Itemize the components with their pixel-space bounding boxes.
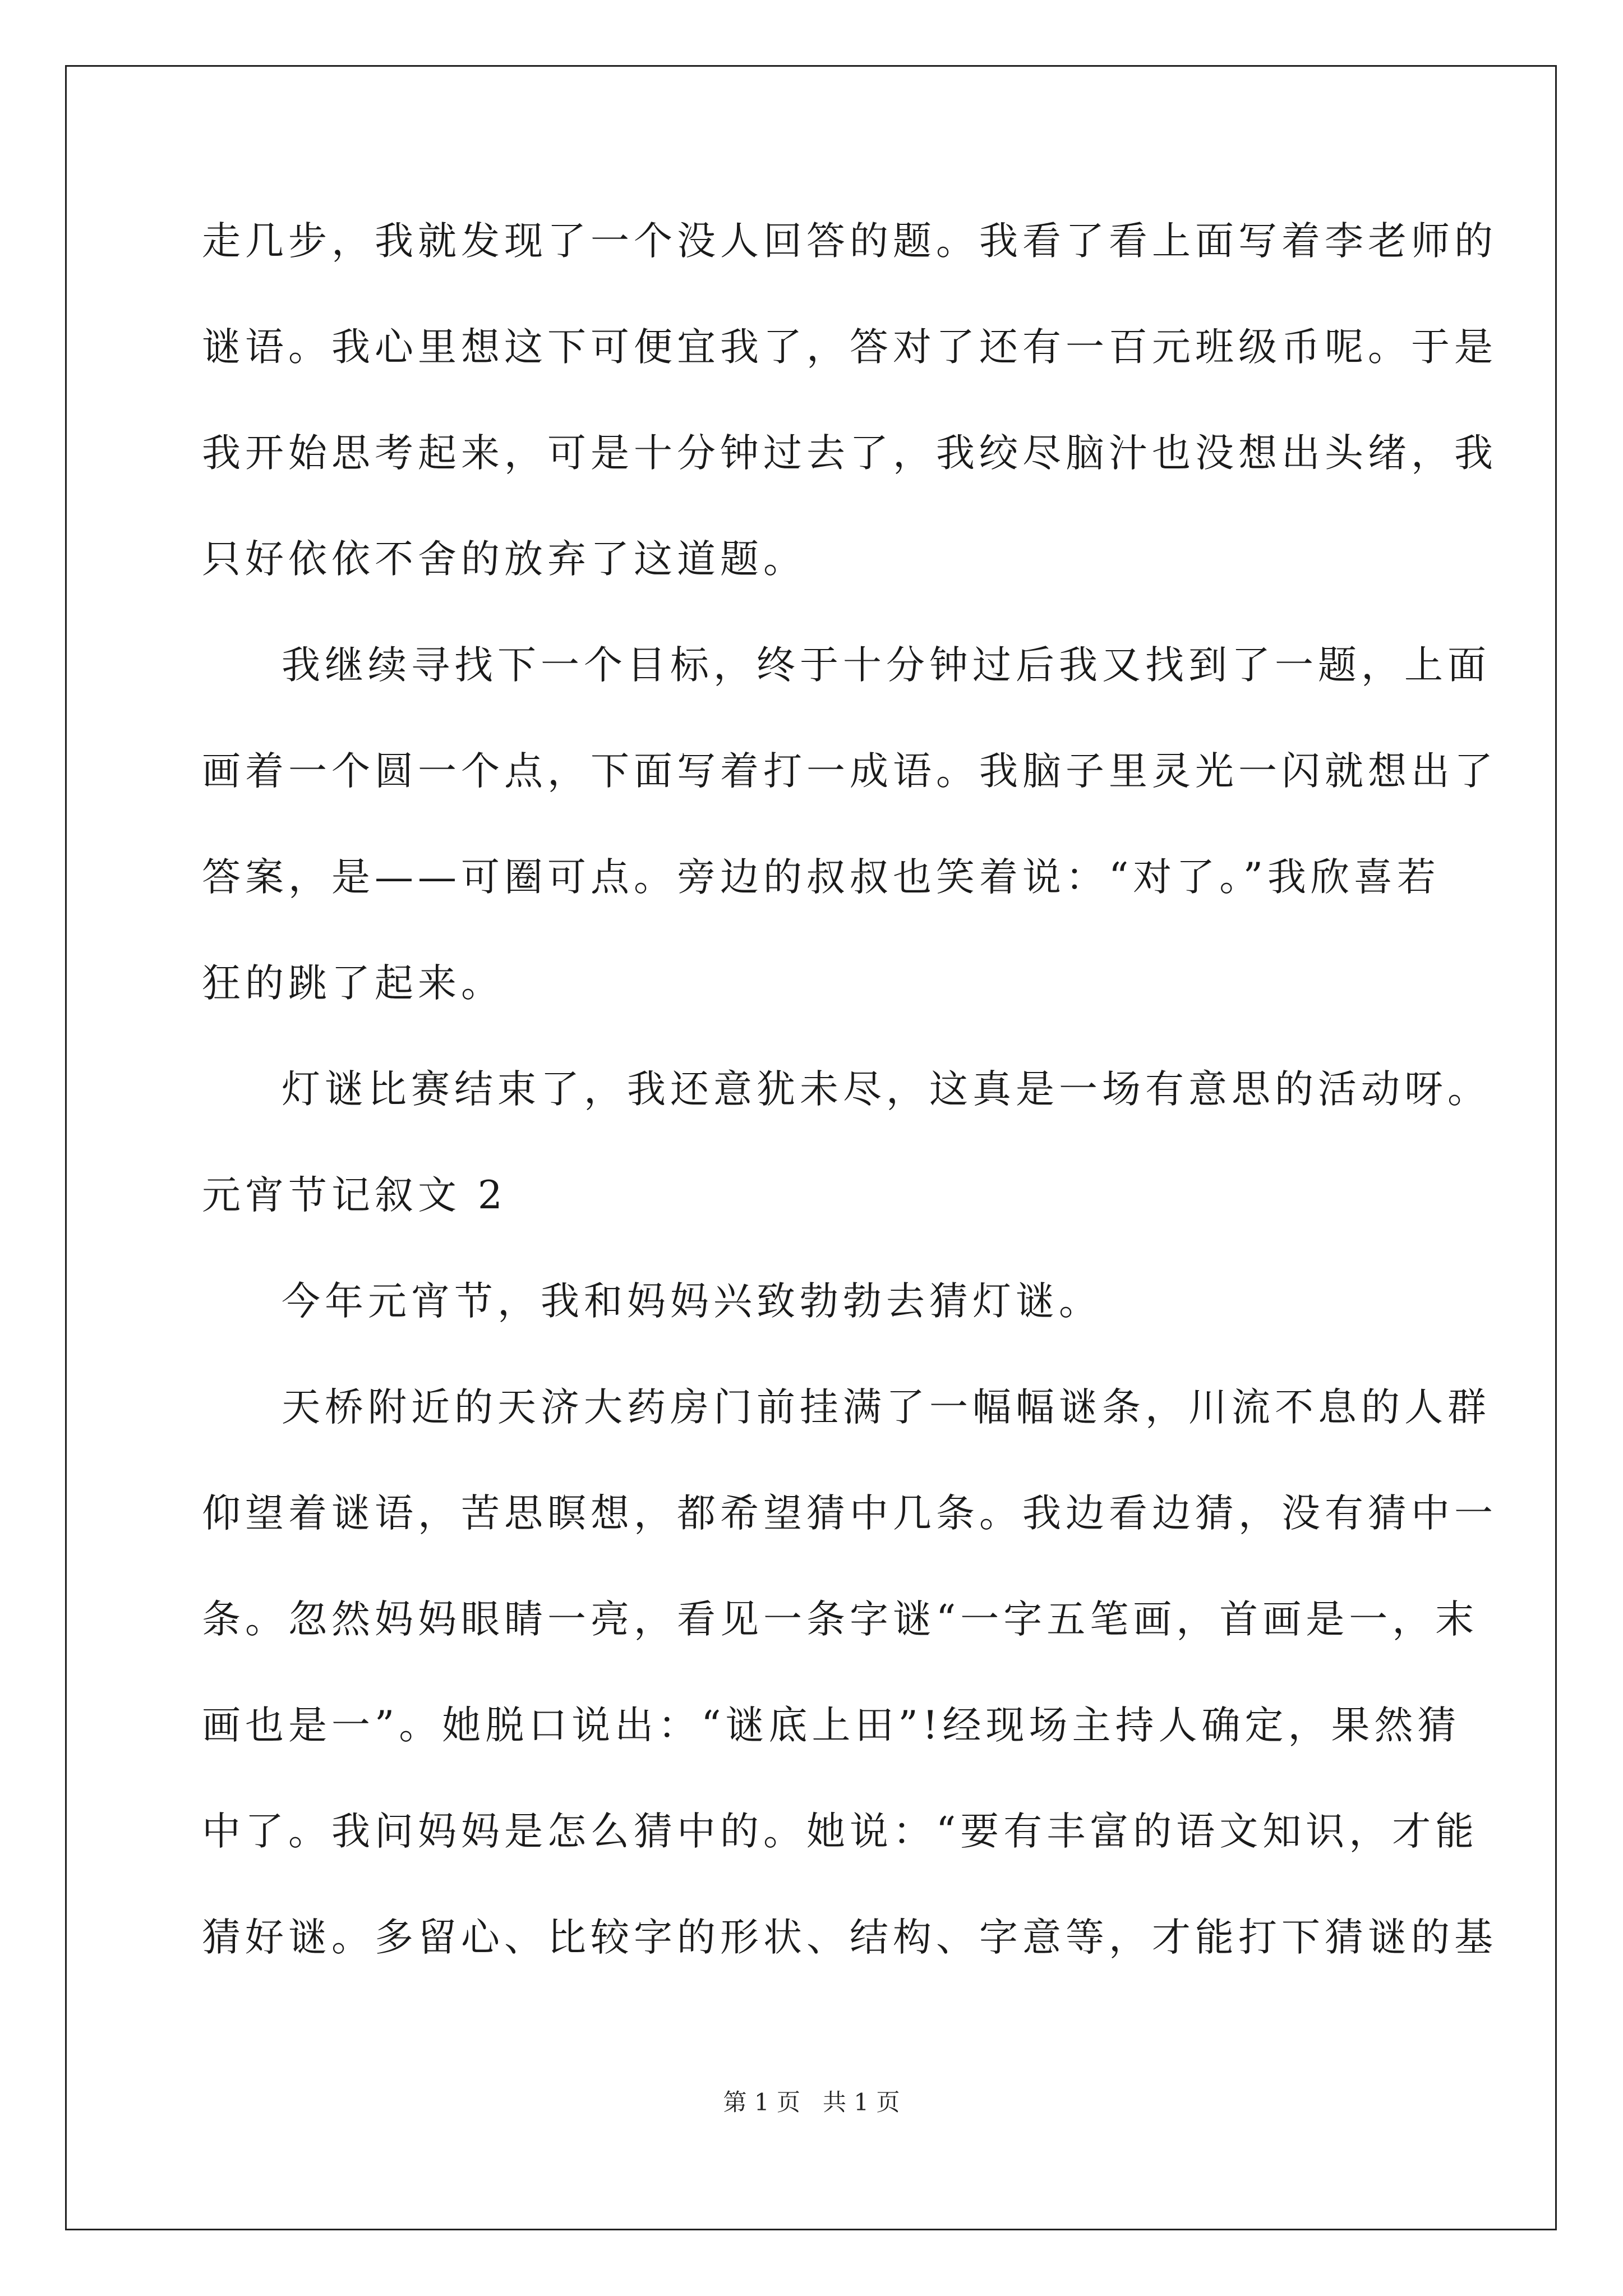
text-line: 狂的跳了起来。 <box>202 961 504 1006</box>
text-line: 灯谜比赛结束了，我还意犹未尽，这真是一场有意思的活动呀。 <box>282 1067 1491 1112</box>
text-line: 仰望着谜语，苦思瞑想，都希望猜中几条。我边看边猜，没有猜中一 <box>202 1491 1497 1536</box>
text-line: 谜语。我心里想这下可便宜我了，答对了还有一百元班级币呢。于是 <box>202 325 1497 370</box>
text-line: 答案，是——可圈可点。旁边的叔叔也笑着说：“对了。”我欣喜若 <box>202 855 1441 900</box>
text-line: 我开始思考起来，可是十分钟过去了，我绞尽脑汁也没想出头绪，我 <box>202 431 1497 476</box>
text-line: 走几步，我就发现了一个没人回答的题。我看了看上面写着李老师的 <box>202 219 1497 264</box>
text-line: 画着一个圆一个点，下面写着打一成语。我脑子里灵光一闪就想出了 <box>202 749 1497 794</box>
section-heading: 元宵节记叙文 2 <box>202 1173 507 1218</box>
text-line: 只好依依不舍的放弃了这道题。 <box>202 537 806 582</box>
text-line: 天桥附近的天济大药房门前挂满了一幅幅谜条，川流不息的人群 <box>282 1385 1491 1430</box>
text-line: 猜好谜。多留心、比较字的形状、结构、字意等，才能打下猜谜的基 <box>202 1915 1497 1960</box>
text-line: 中了。我问妈妈是怎么猜中的。她说：“要有丰富的语文知识，才能 <box>202 1809 1479 1854</box>
text-line: 我继续寻找下一个目标，终于十分钟过后我又找到了一题，上面 <box>282 643 1491 688</box>
text-line: 今年元宵节，我和妈妈兴致勃勃去猜灯谜。 <box>282 1279 1102 1324</box>
document-body <box>202 213 1497 2016</box>
text-line: 条。忽然妈妈眼睛一亮，看见一条字谜“一字五笔画，首画是一，末 <box>202 1597 1479 1642</box>
page-footer: 第 1 页 共 1 页 <box>723 2088 900 2116</box>
text-line: 画也是一”。她脱口说出：“谜底上田”!经现场主持人确定，果然猜 <box>202 1703 1461 1748</box>
